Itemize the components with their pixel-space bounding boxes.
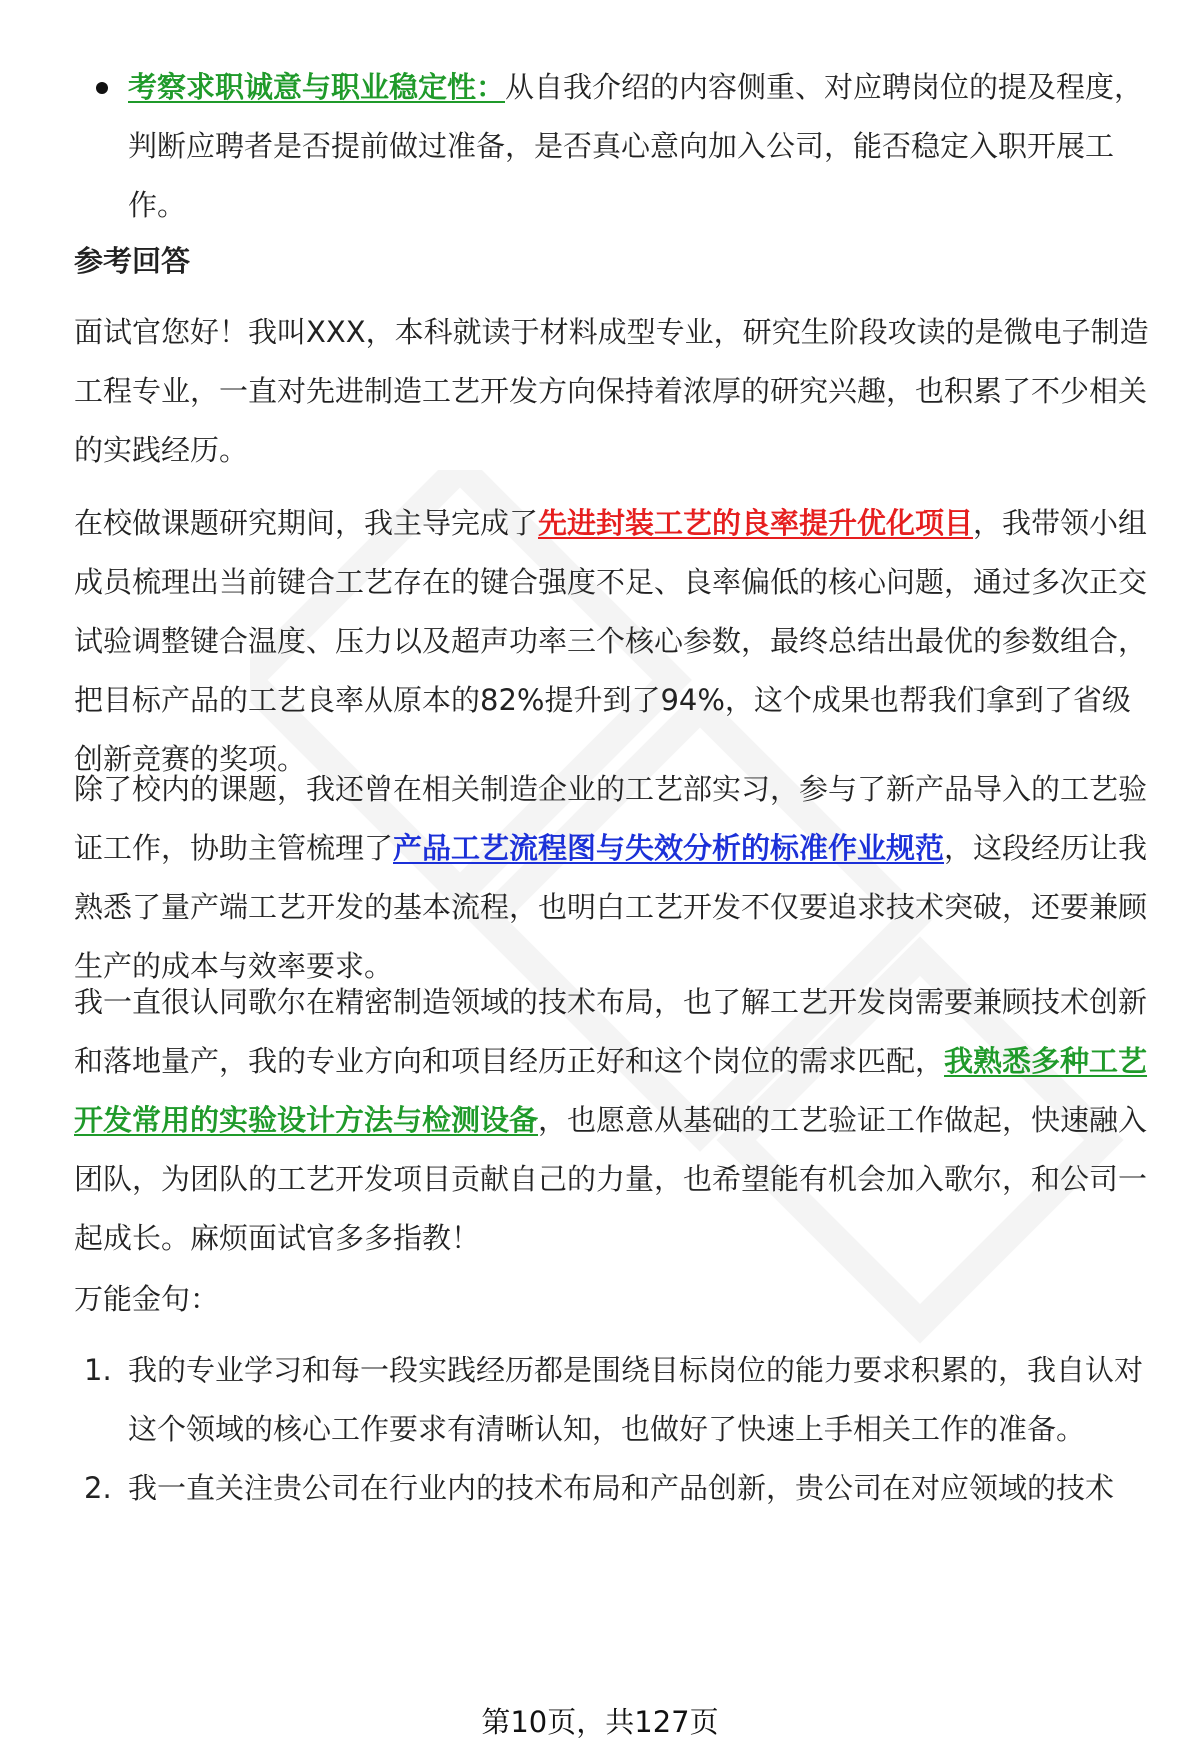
p4-before: 我一直很认同歌尔在精密制造领域的技术布局，也了解工艺开发岗需要兼顾技术创新和落地量产，我的专业方向和项目经历正好和这个岗位的需求匹配， (74, 985, 1148, 1078)
bullet-label: 考察求职诚意与职业稳定性： (128, 70, 506, 104)
p3-highlight: 产品工艺流程图与失效分析的标准作业规范 (393, 831, 945, 865)
p3-after: ，这段经历让我熟悉了量产端工艺开发的基本流程，也明白工艺开发不仅要追求技术突破，还要兼顾生产的成本与效率要求。 (74, 831, 1148, 983)
paragraph-internship (74, 760, 1154, 996)
p2-before: 在校做课题研究期间，我主导完成了 (74, 506, 539, 540)
list-number: 2. (84, 1471, 112, 1505)
p4-after: ，也愿意从基础的工艺验证工作做起，快速融入团队，为团队的工艺开发项目贡献自己的力量，也希望能有机会加入歌尔，和公司一起成长。麻烦面试官多多指教！ (74, 1103, 1148, 1255)
list-item: 我一直关注贵公司在行业内的技术布局和产品创新，贵公司在对应领域的技术 (128, 1471, 1115, 1505)
p3-before: 除了校内的课题，我还曾在相关制造企业的工艺部实习，参与了新产品导入的工艺验证工作，协助主管梳理了 (74, 772, 1148, 865)
section-heading: 参考回答 (74, 244, 191, 278)
bullet-text: 从自我介绍的内容侧重、对应聘岗位的提及程度，判断应聘者是否提前做过准备，是否真心意向加入公司，能否稳定入职开展工作。 (128, 70, 1144, 222)
bullet-item (128, 58, 1154, 235)
bullet-dot (96, 82, 108, 94)
p2-highlight: 先进封装工艺的良率提升优化项目 (538, 506, 974, 540)
paragraph-intro: 面试官您好！我叫XXX，本科就读于材料成型专业，研究生阶段攻读的是微电子制造工程专业，一直对先进制造工艺开发方向保持着浓厚的研究兴趣，也积累了不少相关的实践经历。 (74, 315, 1149, 467)
paragraph-project (74, 494, 1154, 789)
p2-after: ，我带领小组成员梳理出当前键合工艺存在的键合强度不足、良率偏低的核心问题，通过多次正交试验调整键合温度、压力以及超声功率三个核心参数，最终总结出最优的参数组合，把目标产品的工艺良率从原本的82%提升到了94%，这个成果也帮我们拿到了省级创新竞赛的奖项。 (74, 506, 1148, 776)
golden-title: 万能金句： (74, 1282, 220, 1316)
list-number: 1. (84, 1353, 112, 1387)
page-footer: 第10页，共127页 (481, 1705, 719, 1739)
paragraph-motivation (74, 973, 1154, 1268)
p4-highlight: 我熟悉多种工艺开发常用的实验设计方法与检测设备 (74, 1044, 1148, 1137)
list-item: 我的专业学习和每一段实践经历都是围绕目标岗位的能力要求积累的，我自认对这个领域的核心工作要求有清晰认知，也做好了快速上手相关工作的准备。 (128, 1353, 1144, 1446)
